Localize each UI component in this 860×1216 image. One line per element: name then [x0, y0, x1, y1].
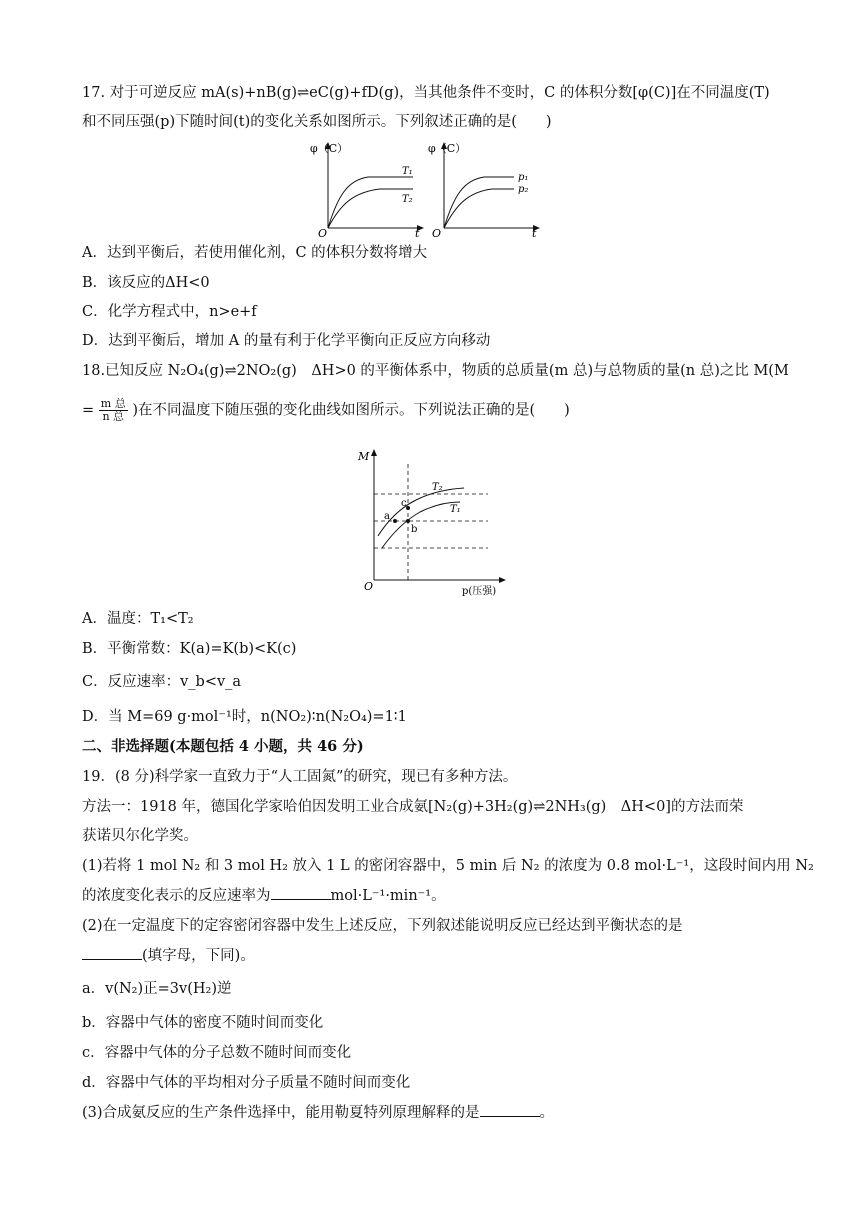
q18-figure: [352, 446, 512, 598]
q17-fig1-ylabel: φ（C）: [310, 142, 349, 155]
q17-fig2-ylabel: φ（C）: [428, 142, 467, 155]
q19-part3-answer-blank[interactable]: [480, 1104, 540, 1117]
q18-fig-point-c: c: [401, 498, 407, 509]
q18-fig-point-a: a: [384, 511, 390, 522]
q19-part1-answer-blank[interactable]: [271, 887, 331, 900]
q18-fig-ylabel: M: [358, 450, 370, 463]
q17-fig1-curve-upper: T₁: [402, 166, 413, 177]
q19-part2-option-a: a．v(N₂)正=3v(H₂)逆: [82, 981, 232, 997]
q18-stem-line1: 18.已知反应 N₂O₄(g)⇌2NO₂(g) ΔH>0 的平衡体系中，物质的总质量(m 总)与总物质的量(n 总)之比 M(M: [82, 363, 789, 379]
q18-fraction: [99, 398, 128, 423]
q17-fig1-origin: O: [318, 227, 328, 238]
q19-part2-line2: [82, 946, 255, 966]
q17-option-c: C．化学方程式中，n>e+f: [82, 304, 257, 320]
q17-figure-temperature: [308, 140, 428, 238]
q17-option-d: D．达到平衡后，增加 A 的量有利于化学平衡向正反应方向移动: [82, 333, 491, 349]
q17-fig1-curve-lower: T₂: [402, 194, 413, 205]
q19-part3-text-b: 。: [539, 1105, 555, 1121]
q18-stem-line2: [82, 398, 570, 423]
q18-fig-xlabel: p(压强): [462, 586, 497, 597]
q19-part3-text-a: (3)合成氨反应的生产条件选择中，能用勒夏特列原理解释的是: [82, 1105, 480, 1121]
q18-frac-num: m 总: [100, 397, 126, 410]
q18-frac-den: n 总: [102, 410, 125, 423]
q19-part2-text: (填字母，下同)。: [142, 948, 255, 964]
q18-eq-sign: =: [82, 402, 95, 419]
q19-part1-text-b: mol·L⁻¹·min⁻¹。: [330, 888, 446, 904]
q18-stem-rest: )在不同温度下随压强的变化曲线如图所示。下列说法正确的是( ): [132, 402, 570, 419]
q18-option-b: B．平衡常数：K(a)=K(b)<K(c): [82, 641, 297, 657]
q17-option-a: A．达到平衡后，若使用催化剂，C 的体积分数将增大: [82, 245, 428, 261]
q17-fig2-curve-lower: p₂: [518, 184, 529, 195]
q19-part2-line1: (2)在一定温度下的定容密闭容器中发生上述反应，下列叙述能说明反应已经达到平衡状态的是: [82, 918, 683, 934]
q17-stem-line2: 和不同压强(p)下随时间(t)的变化关系如图所示。下列叙述正确的是( ): [82, 114, 552, 130]
q17-option-b: B．该反应的ΔH<0: [82, 275, 210, 291]
q19-part2-option-d: d．容器中气体的平均相对分子质量不随时间而变化: [82, 1075, 411, 1091]
q18-option-c: C．反应速率：v_b<v_a: [82, 674, 242, 690]
q17-stem-line1: 17. 对于可逆反应 mA(s)+nB(g)⇌eC(g)+fD(g)，当其他条件不变时，C 的体积分数[φ(C)]在不同温度(T): [82, 85, 770, 101]
q19-part2-answer-blank[interactable]: [82, 947, 142, 960]
q19-title: 19．(8 分)科学家一直致力于“人工固氮”的研究，现已有多种方法。: [82, 769, 518, 785]
section-heading: 二、非选择题(本题包括 4 小题，共 46 分): [82, 738, 364, 755]
q19-method1-line2: 获诺贝尔化学奖。: [82, 828, 198, 844]
q19-part1-text-a: 的浓度变化表示的反应速率为: [82, 888, 271, 904]
q17-fig2-curve-upper: p₁: [518, 172, 529, 183]
q17-figure-pressure: [428, 140, 548, 238]
q19-method1-line1: 方法一：1918 年，德国化学家哈伯因发明工业合成氨[N₂(g)+3H₂(g)⇌2NH₃(g) ΔH<0]的方法而荣: [82, 799, 744, 815]
q19-part1-line1: (1)若将 1 mol N₂ 和 3 mol H₂ 放入 1 L 的密闭容器中，5 min 后 N₂ 的浓度为 0.8 mol·L⁻¹，这段时间内用 N₂: [82, 858, 814, 874]
q19-part1-line2: [82, 886, 446, 906]
q18-option-d: D．当 M=69 g·mol⁻¹时，n(NO₂)∶n(N₂O₄)=1∶1: [82, 709, 407, 725]
q17-fig2-origin: O: [432, 227, 442, 238]
q19-part2-option-c: c．容器中气体的分子总数不随时间而变化: [82, 1045, 352, 1061]
q18-fig-origin: O: [364, 580, 374, 593]
q18-fig-curve-lower: T₁: [450, 504, 461, 515]
q18-option-a: A．温度：T₁<T₂: [82, 611, 194, 627]
q17-fig2-xlabel: t: [532, 227, 537, 238]
q17-fig1-xlabel: t: [415, 227, 420, 238]
q19-part2-option-b: b．容器中气体的密度不随时间而变化: [82, 1015, 324, 1031]
q18-fig-curve-upper: T₂: [432, 482, 443, 493]
q19-part3: [82, 1103, 554, 1123]
q18-fig-point-b: b: [411, 524, 418, 535]
